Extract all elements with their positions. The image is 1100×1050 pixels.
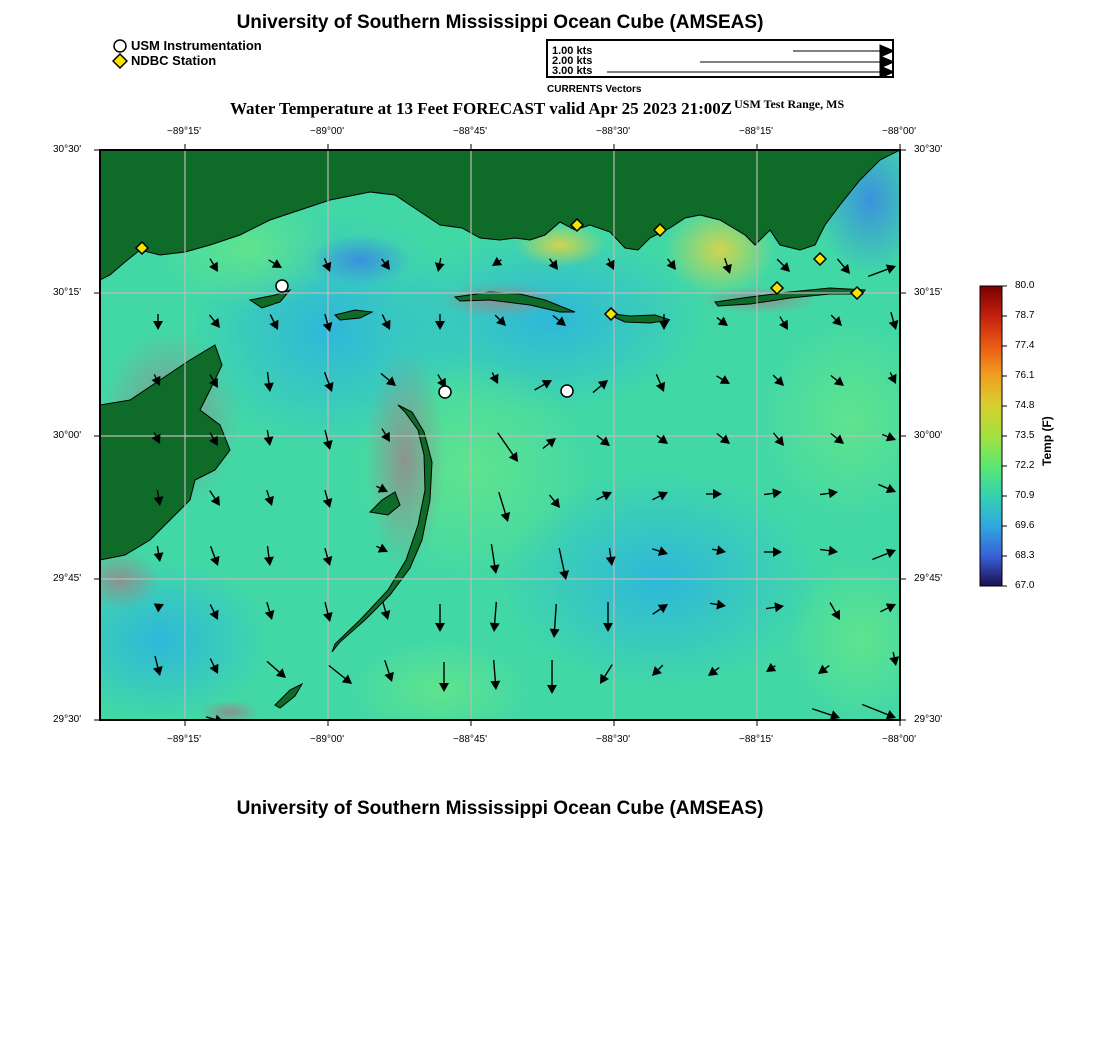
lat-tick-left: 30°30' xyxy=(53,144,82,155)
lat-tick-right: 29°45' xyxy=(914,573,943,584)
lat-tick-right: 30°00' xyxy=(914,430,943,441)
map-title-text: Water Temperature at 13 Feet FORECAST valid Apr 25 2023 21:00Z xyxy=(230,99,733,118)
vector-key-label-2: 2.00 kts xyxy=(552,55,593,67)
colorbar-tick-label: 68.3 xyxy=(1015,550,1035,561)
lat-tick-right: 30°30' xyxy=(914,144,943,155)
page-title: University of Southern Mississippi Ocean Cube (AMSEAS) xyxy=(236,12,764,33)
colorbar-tick-label: 72.2 xyxy=(1015,460,1035,471)
lon-tick-bottom: −88°15' xyxy=(739,734,773,745)
footer-title: University of Southern Mississippi Ocean Cube (AMSEAS) xyxy=(236,798,764,819)
usm-instrument-marker xyxy=(276,280,288,292)
lon-tick-bottom: −89°00' xyxy=(310,734,344,745)
colorbar-tick-label: 76.1 xyxy=(1015,370,1035,381)
colorbar-ticks xyxy=(1002,286,1007,586)
lat-tick-right: 29°30' xyxy=(914,714,943,725)
lon-tick-top: −88°45' xyxy=(453,126,487,137)
ndbc-station-legend-label: NDBC Station xyxy=(131,53,217,68)
colorbar-tick-label: 73.5 xyxy=(1015,430,1035,441)
current-vector-shaft xyxy=(893,652,894,657)
colorbar xyxy=(980,286,1002,586)
colorbar-tick-label: 80.0 xyxy=(1015,280,1035,291)
colorbar-tick-label: 78.7 xyxy=(1015,310,1035,321)
current-vector-shaft xyxy=(712,549,717,550)
colorbar-tick-label: 67.0 xyxy=(1015,580,1035,591)
colorbar-tick-label: 77.4 xyxy=(1015,340,1035,351)
vector-key-caption: CURRENTS Vectors xyxy=(547,84,642,95)
lon-tick-top: −88°30' xyxy=(596,126,630,137)
current-vector-shaft xyxy=(440,258,441,263)
map-plot-area xyxy=(50,125,943,740)
lon-tick-top: −88°00' xyxy=(882,126,916,137)
lon-tick-top: −89°00' xyxy=(310,126,344,137)
lon-tick-bottom: −89°15' xyxy=(167,734,201,745)
lon-tick-top: −88°15' xyxy=(739,126,773,137)
lon-tick-bottom: −88°45' xyxy=(453,734,487,745)
colorbar-tick-label: 69.6 xyxy=(1015,520,1035,531)
lon-tick-bottom: −88°30' xyxy=(596,734,630,745)
usm-instrument-marker xyxy=(439,386,451,398)
vector-key-label-3: 3.00 kts xyxy=(552,65,593,77)
usm-instrument-marker xyxy=(561,385,573,397)
usm-instrumentation-legend-label: USM Instrumentation xyxy=(131,38,262,53)
colorbar-tick-label: 74.8 xyxy=(1015,400,1035,411)
vector-key-label-1: 1.00 kts xyxy=(552,45,593,57)
colorbar-tick-label: 70.9 xyxy=(1015,490,1035,501)
lat-tick-left: 30°00' xyxy=(53,430,82,441)
lat-tick-left: 29°45' xyxy=(53,573,82,584)
lon-tick-top: −89°15' xyxy=(167,126,201,137)
colorbar-title: Temp (F) xyxy=(1040,416,1054,466)
lat-tick-right: 30°15' xyxy=(914,287,943,298)
lon-tick-bottom: −88°00' xyxy=(882,734,916,745)
lat-tick-left: 29°30' xyxy=(53,714,82,725)
map-region-label: USM Test Range, MS xyxy=(734,97,845,111)
lat-tick-left: 30°15' xyxy=(53,287,82,298)
